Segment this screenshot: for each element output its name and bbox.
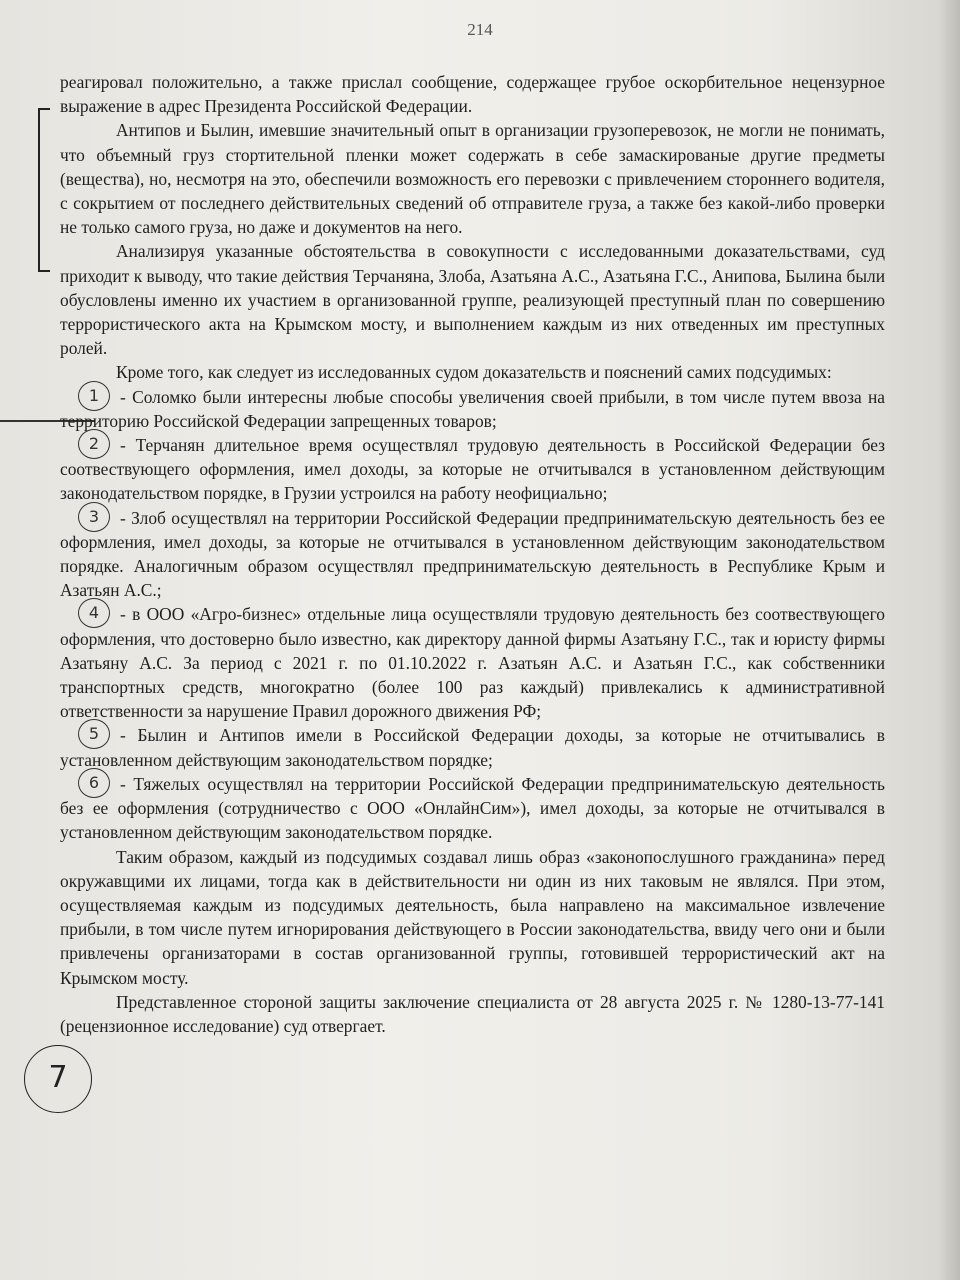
- circled-number: 1: [78, 381, 110, 411]
- list-item: [60, 772, 885, 845]
- paragraph-4: Кроме того, как следует из исследованных судом доказательств и пояснений самих подсудимых:: [116, 362, 832, 383]
- margin-circled-number: 7: [24, 1045, 92, 1113]
- circled-number: 6: [78, 768, 110, 798]
- list-item-text: - Злоб осуществлял на территории Российской Федерации предпринимательскую деятельность без ее оформления, имел доходы, за которые не отчитывался в установленном действующим законодательством порядке. Аналогичным образом осуществлял предпринимательскую деятельность в Республике Крым и Азатьян А.С.;: [60, 507, 885, 601]
- page-number: 214: [467, 20, 493, 39]
- paragraph-2: Антипов и Былин, имевшие значительный опыт в организации грузоперевозок, не могли не понимать, что объемный груз стортительной пленки может содержать в себе замаскированые другие предметы (вещества), но, несмотря на это, обеспечили возможность его перевозки с привлечением стороннего водителя, с сокрытием от последнего действительных сведений об отправителе груза, а также без какой-либо проверки не только самого груза, но даже и документов на него.: [60, 120, 885, 238]
- document-body: [60, 70, 885, 1038]
- list-item-text: - Терчанян длительное время осуществлял трудовую деятельность в Российской Федерации без соотвествующего оформления, имел доходы, за которые не отчитывался в установленном действующим законодательством порядке, в Грузии устроился на работу неофициально;: [60, 435, 885, 504]
- paragraph-6: Представленное стороной защиты заключение специалиста от 28 августа 2025 г. № 1280-13-77-141 (рецензионное исследование) суд отвергает.: [60, 991, 885, 1036]
- circled-number: 5: [78, 719, 110, 749]
- list-item: [60, 433, 885, 506]
- paragraph-1: реагировал положительно, а также прислал сообщение, содержащее грубое оскорбительное нецензурное выражение в адрес Президента Российской Федерации.: [60, 72, 885, 117]
- list-item: [60, 602, 885, 723]
- paragraph-3: Анализируя указанные обстоятельства в совокупности с исследованными доказательствами, суд приходит к выводу, что такие действия Терчаняна, Злоба, Азатьяна А.С., Азатьяна Г.С., Анипова, Былина были обусловлены именно их участием в организованной группе, реализующей преступный план по совершению террористического акта на Крымском мосту, и выполнением каждым из них отведенных им преступных ролей.: [60, 241, 885, 359]
- list-item: [60, 506, 885, 603]
- circled-number: 3: [78, 502, 110, 532]
- paragraph-5: Таким образом, каждый из подсудимых создавал лишь образ «законопослушного гражданина» перед окружавщими их лицами, тогда как в действительности ни один из них таковым не являлся. При этом, осуществляемая каждым из подсудимых деятельность, была направлено на максимальное извлечение прибыли, в том числе путем игнорирования действующего в России законодательства, ввиду чего они и были привлечены организаторами в состав организованной группы, готовившей террористический акт на Крымском мосту.: [60, 846, 885, 988]
- circled-number: 2: [78, 429, 110, 459]
- margin-bracket-mark: [38, 108, 50, 272]
- list-item: [60, 723, 885, 771]
- page-edge-shadow: [938, 0, 960, 1280]
- list-item: [60, 385, 885, 433]
- circled-number: 4: [78, 598, 110, 628]
- list-item-text: - в ООО «Агро-бизнес» отдельные лица осуществляли трудовую деятельность без соотвествующего оформления, что достоверно было известно, как директору данной фирмы Азатьяну Г.С., так и юристу фирмы Азатьяну А.С. За период с 2021 г. по 01.10.2022 г. Азатьян А.С. и Азатьян Г.С., как собственники транспортных средств, многократно (более 100 раз каждый) привлекались к административной ответственности за нарушение Правил дорожного движения РФ;: [60, 604, 885, 722]
- list-item-text: - Соломко были интересны любые способы увеличения своей прибыли, в том числе путем ввоза на территорию Российской Федерации запрещенных товаров;: [60, 386, 885, 431]
- list-item-text: - Тяжелых осуществлял на территории Российской Федерации предпринимательскую деятельность без ее оформления (сотрудничество с ООО «ОнлайнСим»), имел доходы, за которые не отчитывался в установленном действующим законодательством порядке.: [60, 773, 885, 843]
- list-item-text: - Былин и Антипов имели в Российской Федерации доходы, за которые не отчитывались в установленном действующим законодательством порядке;: [60, 725, 885, 770]
